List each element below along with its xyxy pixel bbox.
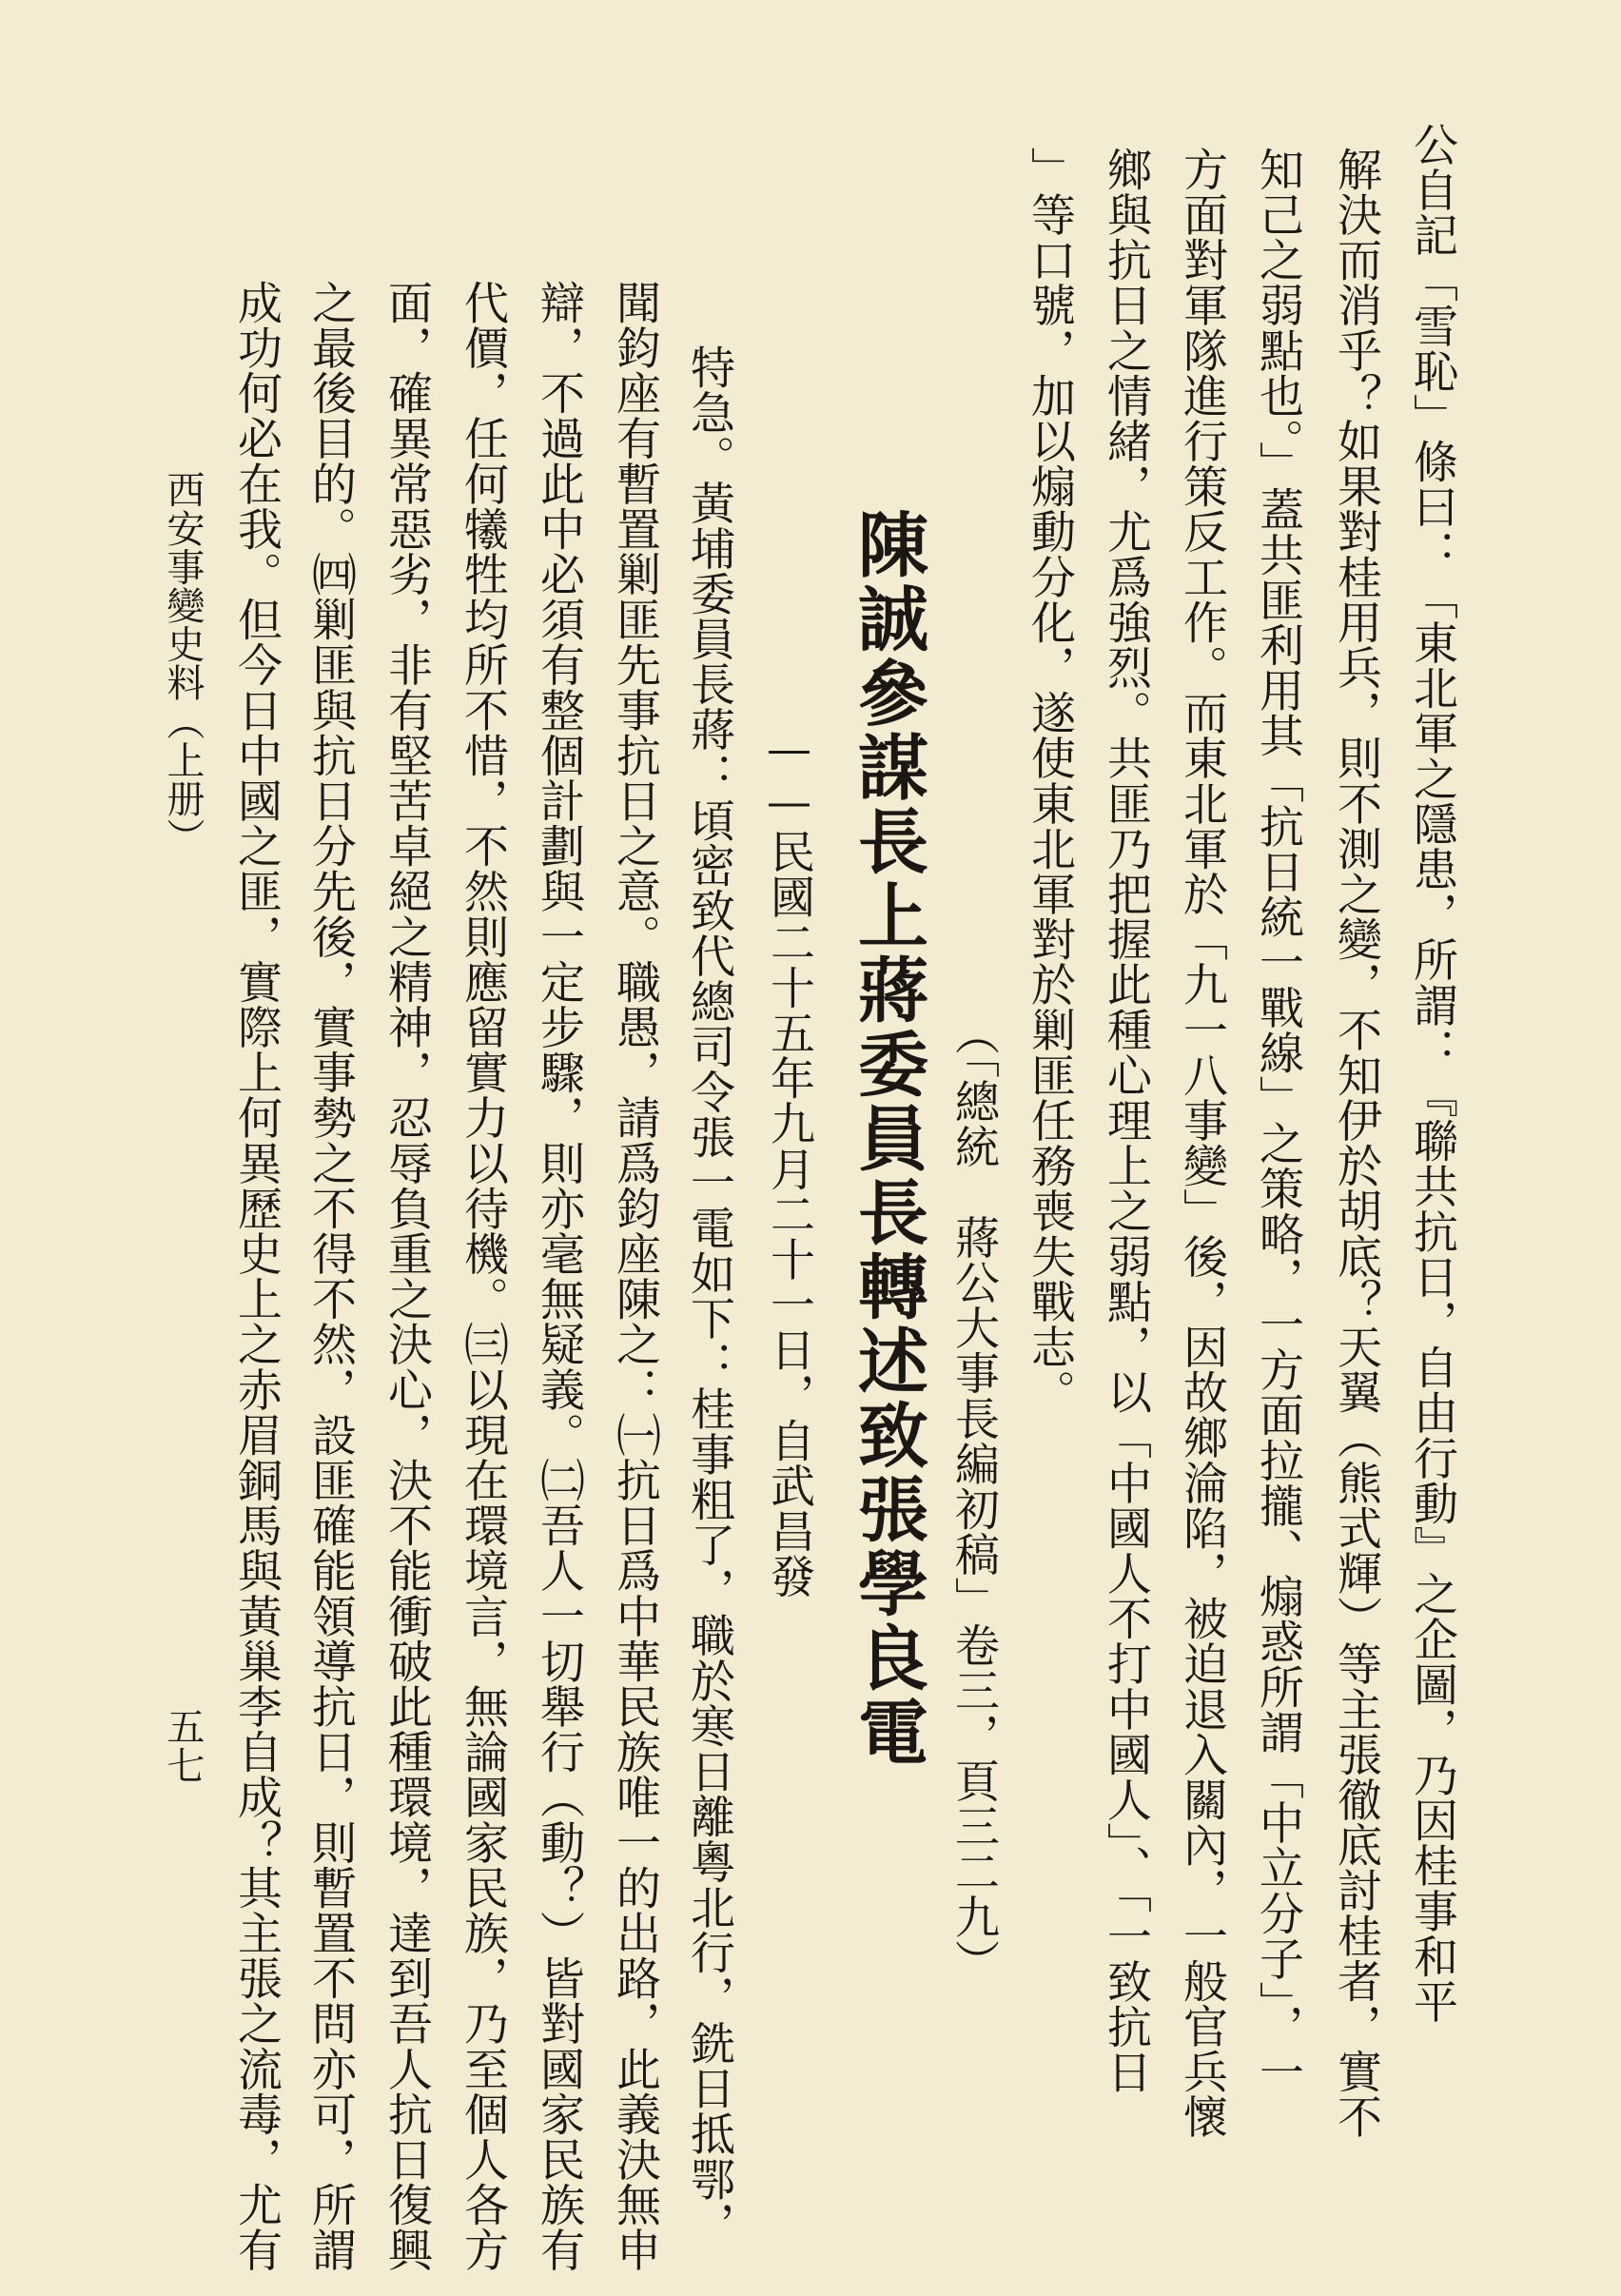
preceding-text-column: 鄉與抗日之情緒，尤爲強烈。共匪乃把握此種心理上之弱點，以「中國人不打中國人」、「一致抗日 <box>1100 147 1152 2095</box>
preceding-text-column: 解決而消乎？如果對桂用兵，則不測之變，不知伊於胡底？天翼（熊式輝）等主張徹底討桂者，實不 <box>1330 147 1382 2140</box>
telegram-body-column: 代價，任何犧牲均所不惜，不然則應留實力以待機。㈢以現在環境言，無論國家民族，乃至個人各方 <box>457 280 509 2273</box>
book-title-footer: 西安事變史料（上册） <box>161 470 205 856</box>
preceding-text-column: 知己之弱點也。」蓋共匪利用其「抗日統一戰線」之策略，一方面拉攏、煽惑所謂「中立分子」，一 <box>1252 147 1304 2095</box>
telegram-body-column: 特急。黃埔委員長蔣：頃密致代總司令張一電如下：桂事粗了，職於寒日離粵北行，銑日抵鄂， <box>683 344 735 2247</box>
citation: （「總統 蔣公大事長編初稿」卷三，頁三二九） <box>947 1011 1000 1985</box>
telegram-body-column: 成功何必在我。但今日中國之匪，實際上何異歷史上之赤眉銅馬與黃巢李自成？其主張之流毒，尤有 <box>230 280 283 2273</box>
preceding-text-column: 方面對軍隊進行策反工作。而東北軍於「九一八事變」後，因故鄉淪陷，被迫退入關內，一般官兵懷 <box>1176 147 1228 2140</box>
telegram-body-column: 面，確異常惡劣，非有堅苦卓絕之精神，忍辱負重之決心，決不能衝破此種環境，達到吾人抗日復興 <box>381 280 433 2273</box>
document-title: 陳誠參謀長上蔣委員長轉述致張學良電 <box>847 508 928 1770</box>
date-line: ——民國二十五年九月二十一日，自武昌發 <box>763 723 815 1599</box>
preceding-text-column: 」等口號，加以煽動分化，遂使東北軍對於剿匪任務喪失戰志。 <box>1024 147 1076 1415</box>
preceding-text-column: 公自記「雪恥」條曰：「東北軍之隱患，所謂：『聯共抗日，自由行動』之企圖，乃因桂事和平 <box>1406 122 1458 2025</box>
telegram-body-column: 之最後目的。㈣剿匪與抗日分先後，實事勢之不得不然，設匪確能領導抗日，則暫置不問亦可，所謂 <box>304 280 357 2273</box>
telegram-body-column: 聞鈞座有暫置剿匪先事抗日之意。職愚，請爲鈞座陳之：㈠抗日爲中華民族唯一的出路，此義決無申 <box>609 280 661 2273</box>
page-number: 五七 <box>161 1707 205 1785</box>
telegram-body-column: 辯，不過此中必須有整個計劃與一定步驟，則亦毫無疑義。㈡吾人一切舉行（動？）皆對國家民族有 <box>533 280 585 2273</box>
